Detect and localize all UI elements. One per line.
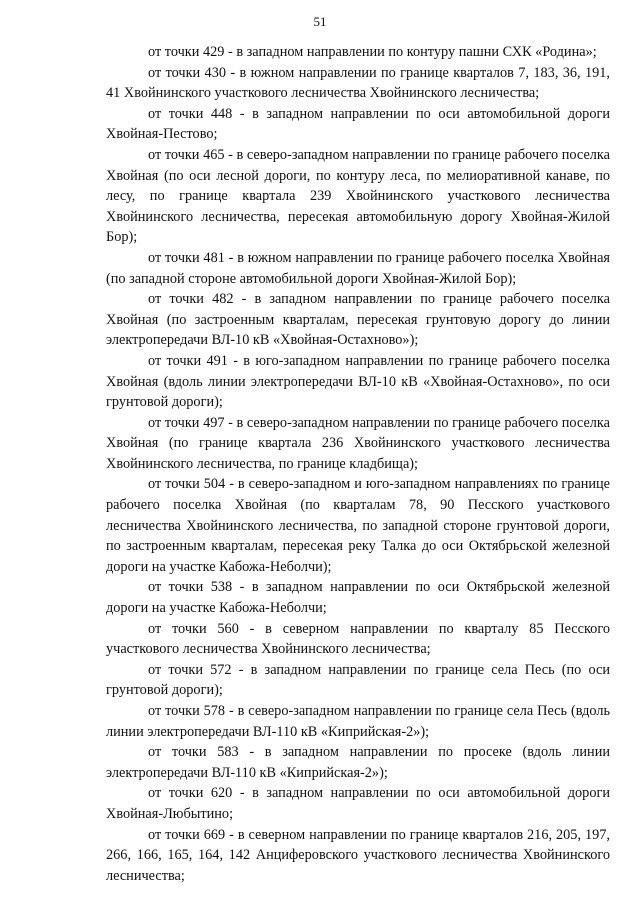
paragraph: от точки 482 - в западном направлении по границе рабочего поселка Хвойная (по застроенным кварталам, пересекая грунтовую дорогу до линии электропередачи ВЛ-10 кВ «Хвойная-Остахново»); <box>106 291 610 349</box>
paragraph: от точки 620 - в западном направлении по оси автомобильной дороги Хвойная-Любытино; <box>106 785 610 822</box>
paragraph: от точки 491 - в юго-западном направлении по границе рабочего поселка Хвойная (вдоль линии электропередачи ВЛ-10 кВ «Хвойная-Остахново», по оси грунтовой дороги); <box>106 352 610 411</box>
paragraph: от точки 669 - в северном направлении по границе кварталов 216, 205, 197, 266, 166, 165, 164, 142 Анциферовского участкового лесничества Хвойнинского лесничества; <box>106 826 610 884</box>
paragraph: от точки 572 - в западном направлении по границе села Песь (по оси грунтовой дороги); <box>106 661 610 699</box>
page-number: 51 <box>313 14 327 29</box>
paragraph: от точки 481 - в южном направлении по границе рабочего поселка Хвойная (по западной стороне автомобильной дороги Хвойная-Жилой Бор); <box>106 249 610 287</box>
paragraph: от точки 538 - в западном направлении по оси Октябрьской железной дороги на участке Кабожа-Неболчи; <box>106 579 610 617</box>
paragraph: от точки 465 - в северо-западном направлении по границе рабочего поселка Хвойная (по оси лесной дороги, по контуру леса, по мелиоративной канаве, по лесу, по границе квартала 239 Хвойнинского участкового лесничества Хвойнинского лесничества, пересекая автомобильную дорогу Хвойная-Жилой Бор); <box>106 146 610 246</box>
paragraph: от точки 504 - в северо-западном и юго-западном направлениях по границе рабочего поселка Хвойная (по кварталам 78, 90 Песского участкового лесничества Хвойнинского лесничества, по западной стороне грунтовой дороги, по застроенным кварталам, пересекая реку Талка до оси Октябрьской железной дороги на участке Кабожа-Неболчи); <box>106 476 610 575</box>
paragraph: от точки 560 - в северном направлении по кварталу 85 Песского участкового лесничества Хвойнинского лесничества; <box>106 620 610 658</box>
paragraph: от точки 583 - в западном направлении по просеке (вдоль линии электропередачи ВЛ-110 кВ «Киприйская-2»); <box>106 744 610 781</box>
paragraph: от точки 497 - в северо-западном направлении по границе рабочего поселка Хвойная (по границе квартала 236 Хвойнинского участкового лесничества Хвойнинского лесничества, по границе кладбища); <box>106 414 610 472</box>
paragraph: от точки 429 - в западном направлении по контуру пашни СХК «Родина»; <box>148 44 597 60</box>
document-body <box>106 42 610 886</box>
paragraph: от точки 430 - в южном направлении по границе кварталов 7, 183, 36, 191, 41 Хвойнинского участкового лесничества Хвойнинского лесничества; <box>106 64 610 102</box>
paragraph: от точки 448 - в западном направлении по оси автомобильной дороги Хвойная-Пестово; <box>106 105 610 143</box>
paragraph: от точки 578 - в северо-западном направлении по границе села Песь (вдоль линии электропередачи ВЛ-110 кВ «Киприйская-2»); <box>106 703 610 740</box>
